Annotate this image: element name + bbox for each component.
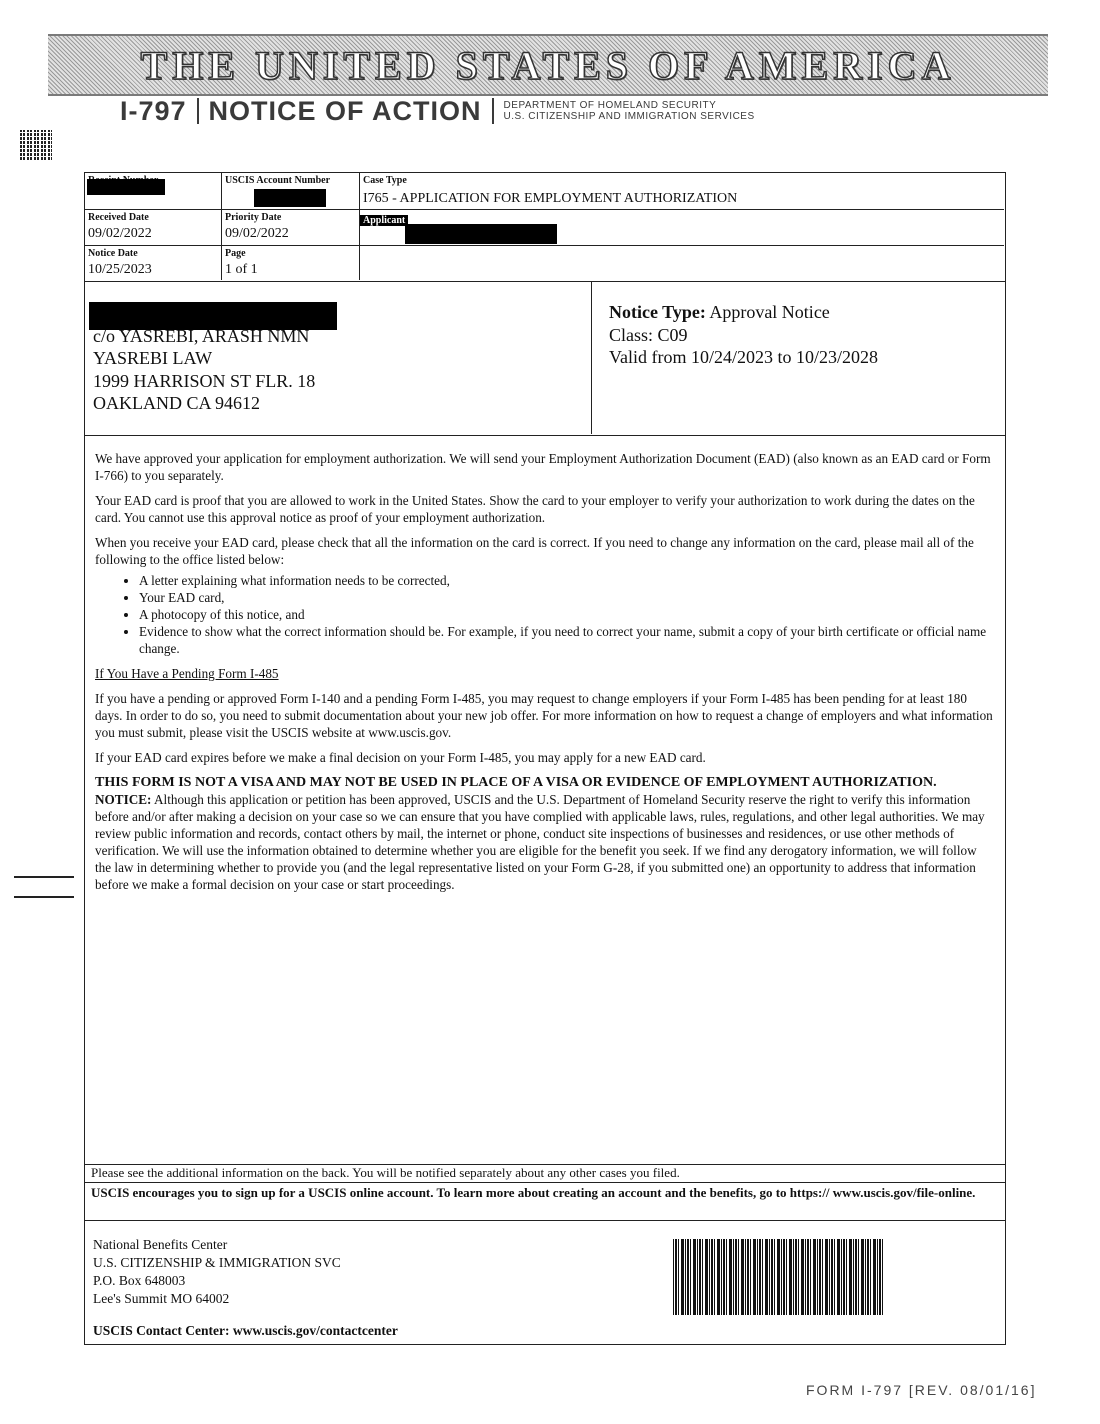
form-id: I-797 bbox=[120, 95, 187, 126]
body-paragraph: If you have a pending or approved Form I-140 and a pending Form I-485, you may request to change employers if your Form I-485 has been pending for at least 180 days. In order to do so, you need to submit documentation about your new job offer. For more information on how to request a change of employers and what information you must submit, please visit the USCIS website at www.uscis.gov. bbox=[95, 691, 993, 740]
notice-type-panel bbox=[591, 282, 1005, 434]
notice-class: Class: C09 bbox=[609, 325, 688, 345]
priority-date-cell bbox=[222, 210, 359, 245]
department-name: DEPARTMENT OF HOMELAND SECURITY bbox=[503, 100, 717, 111]
barcode-icon bbox=[673, 1239, 885, 1315]
address-line-1: c/o YASREBI, ARASH NMN bbox=[93, 326, 310, 346]
form-header bbox=[120, 94, 755, 128]
header-divider bbox=[197, 98, 199, 124]
list-item: • A letter explaining what information needs to be corrected, bbox=[139, 572, 993, 589]
pending-i485-heading: If You Have a Pending Form I-485 bbox=[95, 666, 279, 681]
notice-valid-range: Valid from 10/24/2023 to 10/23/2028 bbox=[609, 347, 878, 367]
office-line-3: P.O. Box 648003 bbox=[93, 1273, 186, 1288]
priority-date-value: 09/02/2022 bbox=[225, 226, 289, 241]
list-item: • A photocopy of this notice, and bbox=[139, 606, 993, 623]
address-line-3: 1999 HARRISON ST FLR. 18 bbox=[93, 371, 316, 391]
notice-date-label: Notice Date bbox=[88, 248, 138, 259]
correction-list bbox=[95, 572, 993, 657]
body-paragraph: When you receive your EAD card, please check that all the information on the card is correct. If you need to change any information on the card, please mail all of the following to the office listed below: bbox=[95, 535, 974, 567]
notice-type-value: Approval Notice bbox=[709, 302, 830, 322]
row-divider bbox=[359, 245, 1004, 246]
received-date-label: Received Date bbox=[88, 212, 149, 223]
banner-title: THE UNITED STATES OF AMERICA bbox=[140, 42, 956, 88]
case-info-table bbox=[84, 172, 1006, 282]
address-line-2: YASREBI LAW bbox=[93, 348, 213, 368]
case-type-value: I765 - APPLICATION FOR EMPLOYMENT AUTHORIZATION bbox=[363, 191, 738, 206]
applicant-label: Applicant bbox=[360, 215, 408, 226]
case-type-label: Case Type bbox=[363, 175, 407, 186]
address-line-4: OAKLAND CA 94612 bbox=[93, 393, 261, 413]
additional-info-note: Please see the additional information on the back. You will be notified separately about any other cases you filed. bbox=[84, 1164, 1006, 1183]
notice-body bbox=[84, 436, 1006, 1164]
department-block bbox=[504, 100, 755, 122]
body-paragraph: If your EAD card expires before we make a final decision on your Form I-485, you may apply for a new EAD card. bbox=[95, 750, 706, 765]
notice-date-cell bbox=[85, 246, 221, 280]
redaction-bar bbox=[254, 189, 326, 207]
body-paragraph: Your EAD card is proof that you are allowed to work in the United States. Show the card to your employer to verify your authorization to work during the dates on the card. You cannot use this approval notice as proof of your employment authorization. bbox=[95, 493, 975, 525]
received-date-value: 09/02/2022 bbox=[88, 226, 152, 241]
notice-label: NOTICE: bbox=[95, 792, 152, 807]
agency-name: U.S. CITIZENSHIP AND IMMIGRATION SERVICES bbox=[503, 111, 755, 122]
page-cell bbox=[222, 246, 359, 280]
header-divider bbox=[492, 98, 494, 124]
page-label: Page bbox=[225, 248, 246, 259]
case-type-cell bbox=[360, 173, 1004, 209]
notice-text: Although this application or petition has been approved, USCIS and the U.S. Department of Homeland Security reserve the right to verify this information before and/or after making a decision on your case so we can ensure that you have complied with applicable laws, rules, regulations, and other legal authorities. We may review public information and records, contact others by mail, the internet or phone, conduct site inspections of businesses and residences, or use other methods of verification. We will use the information obtained to determine whether you are eligible for the benefit you seek. If we find any derogatory information, we will follow the law in determining whether to provide you (and the legal representative listed on your Form G-28, if you submitted one) an opportunity to address that information before we make a formal decision on your case or start proceedings. bbox=[95, 792, 985, 892]
redaction-bar bbox=[405, 224, 557, 244]
notice-date-value: 10/25/2023 bbox=[88, 262, 152, 277]
office-line-4: Lee's Summit MO 64002 bbox=[93, 1291, 230, 1306]
list-item: • Your EAD card, bbox=[139, 589, 993, 606]
body-text bbox=[95, 450, 993, 901]
notice-type-line bbox=[609, 302, 830, 323]
margin-mark bbox=[14, 896, 74, 898]
banner bbox=[48, 34, 1048, 96]
uscis-account-cell bbox=[222, 173, 359, 209]
contact-center: USCIS Contact Center: www.uscis.gov/contactcenter bbox=[93, 1323, 398, 1338]
office-line-1: National Benefits Center bbox=[93, 1237, 228, 1252]
notice-paragraph bbox=[95, 791, 993, 893]
not-a-visa-statement: THIS FORM IS NOT A VISA AND MAY NOT BE USED IN PLACE OF A VISA OR EVIDENCE OF EMPLOYMENT AUTHORIZATION. bbox=[95, 775, 937, 790]
margin-mark bbox=[14, 876, 74, 878]
qr-code-icon bbox=[20, 130, 52, 160]
address-notice-box bbox=[84, 282, 1006, 436]
office-line-2: U.S. CITIZENSHIP & IMMIGRATION SVC bbox=[93, 1255, 341, 1270]
priority-date-label: Priority Date bbox=[225, 212, 282, 223]
uscis-account-label: USCIS Account Number bbox=[225, 175, 331, 186]
office-address-box bbox=[84, 1221, 1006, 1345]
received-date-cell bbox=[85, 210, 221, 245]
notice-type-label: Notice Type: bbox=[609, 302, 706, 322]
form-title: NOTICE OF ACTION bbox=[208, 95, 482, 126]
receipt-number-cell bbox=[85, 173, 221, 209]
online-account-note: USCIS encourages you to sign up for a USCIS online account. To learn more about creating an account and the benefits, go to https:// www.uscis.gov/file-online. bbox=[84, 1183, 1006, 1221]
list-item: • Evidence to show what the correct information should be. For example, if you need to correct your name, submit a copy of your birth certificate or official name change. bbox=[139, 623, 993, 657]
body-paragraph: We have approved your application for employment authorization. We will send your Employment Authorization Document (EAD) (also known as an EAD card or Form I-766) to you separately. bbox=[95, 451, 991, 483]
form-revision: FORM I-797 [REV. 08/01/16] bbox=[806, 1382, 1037, 1398]
redaction-bar bbox=[87, 179, 165, 195]
page-value: 1 of 1 bbox=[225, 262, 258, 277]
applicant-cell bbox=[360, 210, 1004, 245]
